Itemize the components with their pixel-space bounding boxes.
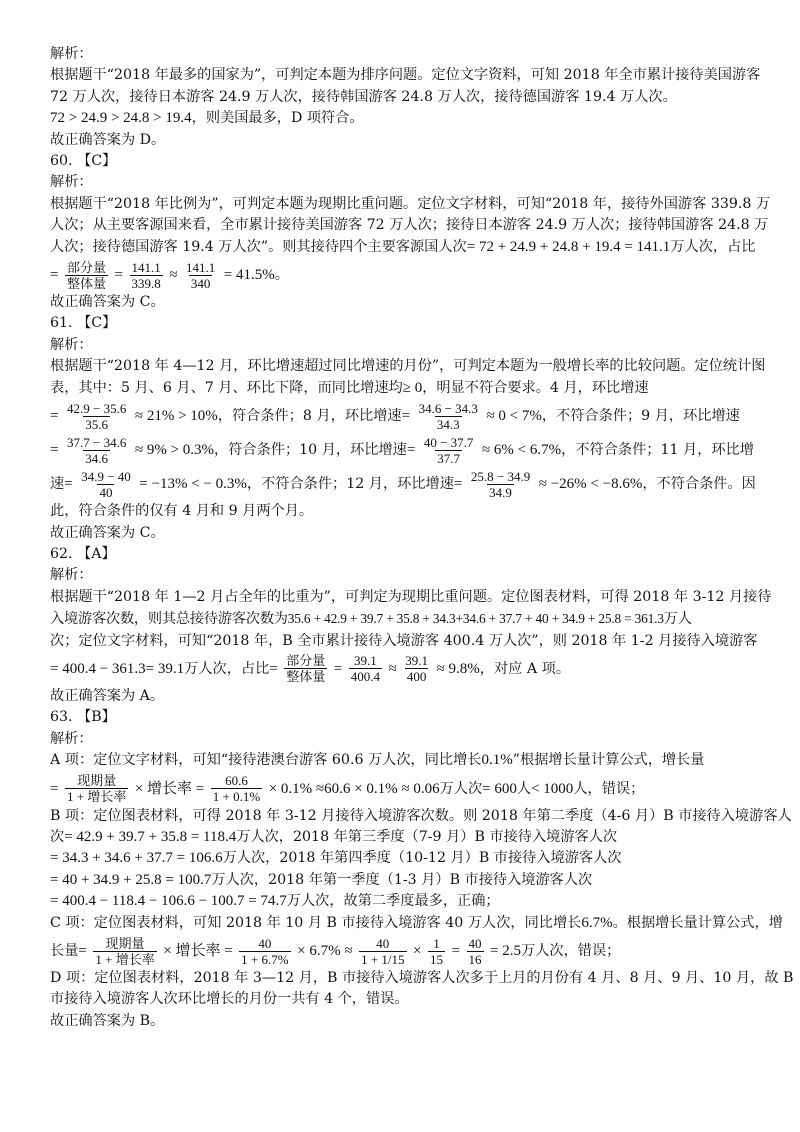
percent: 0.1%: [481, 752, 513, 769]
text: A 项：定位文字材料，可知“接待港澳台游客 60.6 万人次，同比增长: [50, 752, 482, 769]
denominator: 340: [190, 275, 211, 291]
equals: =: [78, 943, 87, 959]
text-line: 根据题干“2018 年 1—2 月占全年的比重为”，可判定为现期比重问题。定位图表材料，可得 2018 年 3-12 月接待: [50, 588, 772, 605]
text-line: 根据题干“2018 年比例为”，可判定本题为现期比重问题。定位文字材料，可知“2018 年，接待外国游客 339.8 万: [50, 195, 771, 212]
answer-line: 故正确答案为 D。: [50, 131, 166, 148]
denominator: 37.7: [437, 450, 461, 466]
text: 万人: [663, 611, 692, 628]
analysis-label: 解析：: [50, 46, 93, 62]
comparison: ≈ 0 < 7%: [486, 408, 542, 425]
numerator: 42.9 − 35.6: [66, 400, 127, 416]
result: ≈ 9.8%: [436, 660, 480, 677]
difference: = 400.4 − 361.3= 39.1: [50, 660, 185, 677]
comparison: < 1000: [531, 780, 574, 797]
text: ，符合条件；10 月，环比增速: [214, 442, 407, 459]
operator: × 增长率 =: [134, 780, 205, 797]
text: 。: [274, 267, 289, 284]
equals: =: [50, 408, 59, 425]
comparison: = −13% < − 0.3%: [139, 476, 247, 493]
sum-formula: 35.6 + 42.9 + 39.7 + 35.8 + 34.3+34.6 + 37.7 + 40 + 34.9 + 25.8 = 361.3: [287, 611, 664, 627]
text: 入境游客次数，则其总接待游客次数为: [50, 611, 288, 628]
text: ，不符合条件；9 月，环比增速: [541, 408, 740, 425]
numerator: 141.1: [131, 259, 161, 275]
analysis-label: 解析：: [50, 174, 93, 191]
numerator: 141.1: [186, 259, 216, 275]
text: 万人次，2018 年第四季度（10-12 月）B 市接待入境游客人次: [222, 850, 622, 867]
fraction: [422, 435, 476, 466]
fraction: [284, 653, 327, 684]
equals: =: [50, 442, 59, 459]
text: ，明显不符合要求。4 月，环比增速: [422, 379, 649, 396]
denominator: 1 + 0.1%: [212, 789, 261, 805]
text: 人: [516, 780, 532, 797]
text: 万人次，错误；: [521, 943, 621, 959]
fraction: [130, 260, 163, 291]
fraction: [65, 773, 128, 804]
question-number: 61. 【C】: [50, 315, 117, 332]
answer-explanation-page: [50, 44, 794, 1032]
text-line: 市接待入境游客人次环比增长的月份一共有 4 个，错误。: [50, 991, 409, 1008]
analysis-label: 解析：: [50, 336, 93, 353]
equals: =: [451, 943, 460, 959]
operator: ×: [413, 943, 422, 959]
percent: 6.7%: [581, 914, 613, 931]
numerator: 现期量: [105, 935, 145, 951]
text-line: [50, 827, 760, 848]
denominator: 1 + 增长率: [66, 789, 127, 805]
text-line: [50, 237, 760, 258]
numerator: 39.1: [354, 653, 377, 669]
fraction: [93, 936, 156, 967]
denominator: 整体量: [66, 275, 106, 291]
calculation: × 0.1% ≈60.6 × 0.1% ≈ 0.06: [268, 780, 440, 797]
comparison: ≈ 6% < 6.7%: [481, 442, 562, 459]
numerator: 部分量: [286, 653, 326, 669]
calculation: × 6.7% ≈: [297, 943, 353, 959]
analysis-label: 解析：: [50, 567, 93, 584]
text-line: 此，符合条件的仅有 4 月和 9 月两个月。: [50, 503, 314, 520]
operator: × 增长率 =: [163, 943, 233, 959]
answer-line: 故正确答案为 A。: [50, 687, 165, 704]
answer-line: 故正确答案为 C。: [50, 524, 165, 541]
text: 速: [50, 476, 65, 493]
inequality: ≥ 0: [402, 379, 423, 396]
text: 表，其中：5 月、6 月、7 月、环比下降，而同比增速均: [50, 379, 403, 396]
result: = 2.5: [490, 943, 521, 959]
equals: =: [64, 476, 73, 493]
text: ，符合条件；8 月，环比增速: [217, 408, 402, 425]
text: C 项：定位图表材料，可知 2018 年 10 月 B 市接待入境游客 40 万人次，同比增长: [50, 914, 582, 931]
formula-line: [50, 433, 760, 467]
text-line: [50, 608, 760, 630]
numerator: 现期量: [77, 773, 117, 789]
denominator: 339.8: [131, 275, 161, 291]
text: ，不符合条件。因: [642, 476, 756, 493]
answer-line: 故正确答案为 B。: [50, 1012, 165, 1029]
fraction: [467, 936, 484, 967]
text: 万人次: [439, 780, 483, 797]
equals: =: [50, 780, 59, 797]
formula-line: [50, 772, 760, 806]
text: 人，错误；: [573, 780, 645, 797]
sum-formula: = 72 + 24.9 + 24.8 + 19.4 = 141.1: [466, 238, 671, 255]
fraction: [65, 401, 128, 432]
text: ，不符合条件；12 月，环比增速: [246, 476, 454, 493]
numerator: 部分量: [66, 259, 106, 275]
denominator: 400.4: [350, 669, 381, 685]
text: 。根据增长量计算公式，增: [612, 914, 783, 931]
numerator: 34.9 − 40: [81, 468, 131, 484]
equals: =: [401, 408, 411, 425]
text: 长量: [50, 943, 79, 959]
analysis-label: 解析：: [50, 730, 93, 747]
difference: = 400.4 − 118.4 − 106.6 − 100.7 = 74.7: [50, 893, 287, 910]
fraction: [349, 653, 382, 684]
text-line: [50, 750, 760, 771]
equals: =: [333, 660, 343, 677]
text: ”根据增长量计算公式，增长量: [512, 752, 705, 769]
text-line: 次；定位文字材料，可知“2018 年，B 全市累计接待入境游客 400.4 万人次”，则 2018 年 1-2 月接待入境游客: [50, 632, 758, 649]
denominator: 40: [99, 484, 113, 500]
text: 万人次，占比: [184, 660, 270, 677]
text-line: [50, 378, 760, 399]
text-line: 根据题干“2018 年 4—12 月，环比增速超过同比增速的月份”，可判定本题为一般增长率的比较问题。定位统计图: [50, 358, 766, 375]
formula-line: [50, 467, 760, 501]
equals: =: [114, 267, 123, 284]
equals: =: [406, 442, 416, 459]
fraction: [428, 936, 445, 967]
approx: ≈: [169, 267, 178, 284]
formula-line: [50, 108, 760, 129]
equals: =: [269, 660, 278, 677]
fraction: [417, 401, 480, 432]
fraction: [65, 435, 128, 466]
denominator: 34.3: [436, 416, 460, 432]
numerator: 1: [433, 935, 440, 951]
denominator: 1 + 1/15: [361, 951, 405, 967]
inequality: 72 > 24.9 > 24.8 > 19.4: [50, 110, 192, 127]
numerator: 60.6: [225, 773, 248, 789]
text-line: [50, 848, 760, 869]
text-line: [50, 913, 783, 934]
denominator: 16: [468, 951, 482, 967]
denominator: 400: [406, 669, 427, 685]
denominator: 整体量: [286, 669, 326, 685]
denominator: 1 + 增长率: [95, 951, 155, 967]
formula-line: [50, 258, 760, 292]
text: ，对应 A 项。: [479, 660, 571, 677]
text-line: B 项：定位图表材料，可得 2018 年 3-12 月接待入境游客次数。则 2018 年第二季度（4-6 月）B 市接待入境游客人: [50, 807, 792, 824]
text-line: D 项：定位图表材料，2018 年 3—12 月，B 市接待入境游客人次多于上月的月份有 4 月、8 月、9 月、10 月，故 B: [50, 970, 794, 986]
sum-formula: = 34.3 + 34.6 + 37.7 = 106.6: [50, 850, 223, 867]
fraction: [211, 773, 262, 804]
text-line: 72 万人次，接待日本游客 24.9 万人次，接待韩国游客 24.8 万人次，接待德国游客 19.4 万人次。: [50, 88, 677, 105]
denominator: 15: [430, 951, 444, 967]
approx: ≈: [388, 660, 397, 677]
text: 万人次，故第二季度最多，正确；: [286, 893, 500, 910]
numerator: 37.7 − 34.6: [66, 434, 127, 450]
numerator: 40 − 37.7: [423, 434, 474, 450]
sum-formula: = 42.9 + 39.7 + 35.8 = 118.4: [64, 828, 237, 845]
equals: =: [453, 476, 463, 493]
fraction: [403, 653, 430, 684]
text: ，则美国最多，D 项符合。: [191, 110, 364, 127]
sum-formula: = 40 + 34.9 + 25.8 = 100.7: [50, 871, 212, 888]
text: ，不符合条件；11 月，环比增: [561, 442, 754, 459]
text: 万人次，2018 年第一季度（1-3 月）B 市接待入境游客人次: [211, 871, 593, 888]
text-line: [50, 891, 760, 912]
text: 万人次，2018 年第三季度（7-9 月）B 市接待入境游客人次: [236, 828, 618, 845]
denominator: 34.6: [85, 450, 109, 466]
question-number: 63. 【B】: [50, 709, 116, 726]
numerator: 40: [376, 935, 390, 951]
question-number: 60. 【C】: [50, 153, 117, 170]
text-line: 根据题干“2018 年最多的国家为”，可判定本题为排序问题。定位文字资料，可知 2018 年全市累计接待美国游客: [50, 67, 761, 84]
text: 次: [50, 828, 65, 845]
fraction: [65, 260, 108, 291]
fraction: [184, 260, 217, 291]
fraction: [239, 936, 290, 967]
fraction: [359, 936, 406, 967]
denominator: 35.6: [85, 416, 109, 432]
formula-line: [50, 399, 760, 433]
comparison: ≈ 9% > 0.3%: [134, 442, 215, 459]
denominator: 1 + 6.7%: [241, 951, 289, 967]
comparison: ≈ −26% < −8.6%: [538, 476, 643, 493]
text-line: [50, 870, 760, 891]
numerator: 40: [468, 935, 482, 951]
result: = 41.5%: [223, 267, 275, 284]
text: 人次；接待德国游客 19.4 万人次”。则其接待四个主要客源国人次: [50, 238, 467, 255]
numerator: 25.8 − 34.9: [470, 468, 531, 484]
comparison: ≈ 21% > 10%: [134, 408, 218, 425]
calculation: = 600: [482, 780, 517, 797]
equals: =: [50, 267, 59, 284]
denominator: 34.9: [489, 484, 512, 500]
numerator: 34.6 − 34.3: [418, 400, 478, 416]
formula-line: [50, 652, 760, 686]
numerator: 40: [258, 935, 272, 951]
formula-line: [50, 934, 760, 968]
text: 万人次，占比: [670, 238, 756, 255]
numerator: 39.1: [405, 653, 429, 669]
text-line: 人次；从主要客源国来看，全市累计接待美国游客 72 万人次；接待日本游客 24.9 万人次；接待韩国游客 24.8 万: [50, 217, 769, 234]
fraction: [79, 469, 133, 500]
fraction: [469, 469, 532, 500]
question-number: 62. 【A】: [50, 545, 116, 562]
answer-line: 故正确答案为 C。: [50, 294, 165, 311]
